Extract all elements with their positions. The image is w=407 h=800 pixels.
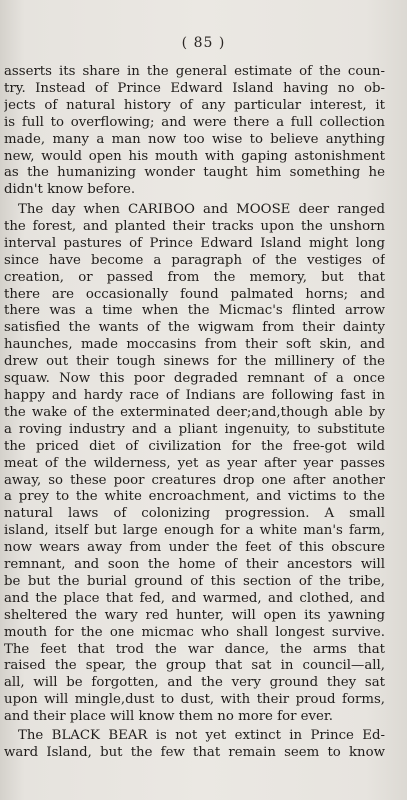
text-line: island, itself but large enough for a white man's farm, [4, 523, 385, 539]
text-line: asserts its share in the general estimate of the coun- [4, 64, 385, 79]
text-line: now wears away from under the feet of this obscure [4, 540, 385, 556]
paragraph-3 [4, 728, 385, 762]
text-line: there are occasionally found palmated horns; and [4, 286, 385, 302]
text-line: satisfied the wants of the wigwam from their dainty [4, 320, 385, 336]
paragraph-1 [4, 64, 385, 199]
text-line: raised the spear, the group that sat in council—all, [4, 658, 385, 674]
text-line: a prey to the white encroachment, and victims to the [4, 489, 385, 505]
text-line: The BLACK BEAR is not yet extinct in Prince Ed- [18, 728, 385, 743]
text-line: be but the burial ground of this section of the tribe, [4, 573, 385, 589]
text-line: new, would open his mouth with gaping astonishment [4, 148, 385, 164]
text-line: there was a time when the Micmac's flinted arrow [4, 303, 385, 319]
text-line: sheltered the wary red hunter, will open its yawning [4, 607, 385, 623]
text-line: a roving industry and a pliant ingenuity, to substitute [4, 421, 385, 437]
text-line: and the place that fed, and warmed, and clothed, and [4, 590, 385, 606]
text-line: happy and hardy race of Indians are following fast in [4, 387, 385, 403]
text-line: the priced diet of civilization for the free-got wild [4, 438, 385, 454]
text-line: drew out their tough sinews for the millinery of the [4, 354, 385, 370]
text-line: is full to overflowing; and were there a full collection [4, 114, 385, 130]
page-number: ( 85 ) [181, 35, 226, 51]
text-line: squaw. Now this poor degraded remnant of a once [4, 371, 385, 387]
text-line: didn't know before. [4, 182, 136, 198]
text-line: jects of natural history of any particular interest, it [4, 97, 385, 113]
text-line: meat of the wilderness, yet as year after year passes [4, 455, 385, 471]
paragraph-2 [4, 202, 385, 726]
text-line: natural laws of colonizing progression. A small [4, 506, 385, 522]
text-line: away, so these poor creatures drop one after another [4, 472, 385, 488]
text-line: the forest, and planted their tracks upon the unshorn [4, 218, 385, 234]
text-line: The feet that trod the war dance, the arms that [4, 641, 385, 657]
text-line: mouth for the one micmac who shall longest survive. [4, 624, 385, 640]
text-line: try. Instead of Prince Edward Island having no ob- [4, 80, 385, 96]
text-line: the wake of the exterminated deer;and,though able by [4, 404, 385, 420]
text-line: upon will mingle,dust to dust, with their proud forms, [4, 692, 385, 708]
text-line: all, will be forgotten, and the very ground they sat [4, 675, 385, 691]
text-line: as the humanizing wonder taught him something he [4, 165, 385, 181]
text-line: remnant, and soon the home of their ancestors will [4, 557, 385, 573]
text-line: made, many a man now too wise to believe anything [4, 131, 385, 147]
text-line: haunches, made moccasins from their soft skin, and [4, 337, 385, 353]
text-line: and their place will know them no more for ever. [4, 709, 334, 725]
text-line: The day when CARIBOO and MOOSE deer ranged [18, 202, 385, 217]
text-line: ward Island, but the few that remain seem to know [4, 744, 385, 760]
text-line: since have become a paragraph of the vestiges of [4, 252, 385, 268]
text-line: interval pastures of Prince Edward Island might long [4, 235, 385, 251]
text-line: creation, or passed from the memory, but that [4, 269, 385, 285]
